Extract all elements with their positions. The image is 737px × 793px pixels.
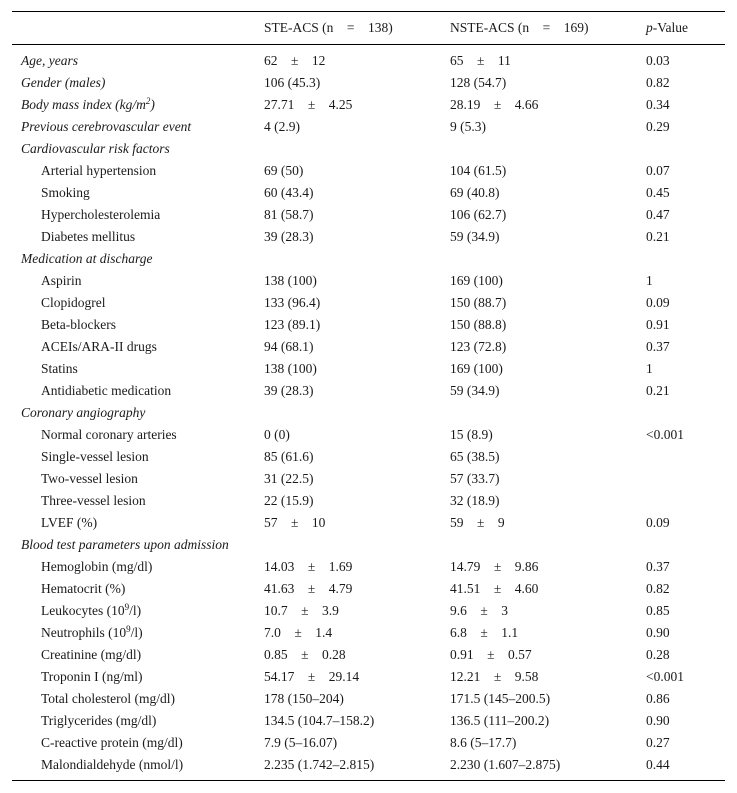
row-label [12, 314, 264, 336]
table-row [12, 666, 725, 688]
p-value: 0.09 [646, 515, 670, 530]
p-value [646, 490, 725, 512]
nste-acs-value: 59 ± 9 [450, 515, 505, 530]
row-label-suffix: /l) [130, 625, 143, 640]
p-value: 0.45 [646, 185, 670, 200]
nste-acs-value: 8.6 (5–17.7) [450, 735, 517, 750]
row-label [12, 666, 264, 688]
table-row [12, 754, 725, 781]
table-row [12, 182, 725, 204]
row-label [12, 94, 264, 116]
row-label-text: Normal coronary arteries [41, 427, 177, 442]
row-label [12, 424, 264, 446]
ste-acs-value: 57 ± 10 [264, 515, 326, 530]
ste-acs-value: 39 (28.3) [264, 229, 314, 244]
ste-acs-value: 62 ± 12 [264, 53, 326, 68]
row-label-text: Clopidogrel [41, 295, 106, 310]
row-label-text: Triglycerides (mg/dl) [41, 713, 157, 728]
row-label [12, 380, 264, 402]
row-label-text: Age, years [21, 53, 78, 68]
ste-acs-value: 178 (150–204) [264, 691, 344, 706]
row-label-text: Arterial hypertension [41, 163, 157, 178]
row-label [12, 644, 264, 666]
row-label [12, 732, 264, 754]
table-row [12, 116, 725, 138]
nste-acs-value: 128 (54.7) [450, 75, 507, 90]
nste-acs-value: 9 (5.3) [450, 119, 486, 134]
row-label-text: Hematocrit (%) [41, 581, 126, 596]
row-label-text: Coronary angiography [21, 405, 146, 420]
nste-acs-value: 14.79 ± 9.86 [450, 559, 539, 574]
p-value: 0.90 [646, 713, 670, 728]
row-label [12, 45, 264, 73]
row-label-text: Creatinine (mg/dl) [41, 647, 142, 662]
baseline-characteristics-table [12, 11, 725, 781]
table-row [12, 688, 725, 710]
table-row [12, 490, 725, 512]
ste-acs-value [264, 534, 450, 556]
table-row [12, 270, 725, 292]
ste-acs-value: 10.7 ± 3.9 [264, 603, 339, 618]
row-label [12, 578, 264, 600]
ste-acs-value: 133 (96.4) [264, 295, 321, 310]
row-label [12, 270, 264, 292]
row-label [12, 622, 264, 644]
row-label-suffix: /l) [129, 603, 142, 618]
ste-acs-value: 7.0 ± 1.4 [264, 625, 333, 640]
ste-acs-value [264, 138, 450, 160]
table-row [12, 336, 725, 358]
nste-acs-value: 57 (33.7) [450, 471, 500, 486]
nste-acs-value: 150 (88.7) [450, 295, 507, 310]
p-value: 0.85 [646, 603, 670, 618]
p-value: 0.27 [646, 735, 670, 750]
row-label-text: Aspirin [41, 273, 82, 288]
nste-acs-value: 171.5 (145–200.5) [450, 691, 551, 706]
ste-acs-value: 138 (100) [264, 361, 317, 376]
row-label-text: Smoking [41, 185, 90, 200]
section-header-row [12, 534, 725, 556]
ste-acs-value: 22 (15.9) [264, 493, 314, 508]
row-label [12, 534, 264, 556]
nste-acs-value: 6.8 ± 1.1 [450, 625, 519, 640]
section-header-row [12, 402, 725, 424]
row-label-text: Medication at discharge [21, 251, 153, 266]
p-value: 0.86 [646, 691, 670, 706]
row-label [12, 446, 264, 468]
row-label-text: ACEIs/ARA-II drugs [41, 339, 157, 354]
ste-acs-value: 85 (61.6) [264, 449, 314, 464]
nste-acs-value: 104 (61.5) [450, 163, 507, 178]
ste-acs-value: 54.17 ± 29.14 [264, 669, 360, 684]
row-label [12, 248, 264, 270]
ste-acs-value: 41.63 ± 4.79 [264, 581, 353, 596]
row-label-text: Leukocytes (10 [41, 603, 125, 618]
nste-acs-value: 12.21 ± 9.58 [450, 669, 539, 684]
nste-acs-value: 65 (38.5) [450, 449, 500, 464]
table-row [12, 45, 725, 73]
nste-acs-value: 59 (34.9) [450, 229, 500, 244]
ste-acs-value: 60 (43.4) [264, 185, 314, 200]
nste-acs-value [450, 534, 646, 556]
row-label-text: Hypercholesterolemia [41, 207, 161, 222]
row-label-text: Troponin I (ng/ml) [41, 669, 143, 684]
row-label [12, 468, 264, 490]
table-row [12, 226, 725, 248]
row-label [12, 754, 264, 781]
p-value: 0.91 [646, 317, 670, 332]
p-value: 0.90 [646, 625, 670, 640]
row-label-text: LVEF (%) [41, 515, 98, 530]
p-value: 0.37 [646, 559, 670, 574]
nste-acs-value: 65 ± 11 [450, 53, 511, 68]
ste-acs-value: 0.85 ± 0.28 [264, 647, 346, 662]
nste-acs-value: 9.6 ± 3 [450, 603, 509, 618]
nste-acs-value: 123 (72.8) [450, 339, 507, 354]
header-ste-acs: STE-ACS (n = 138) [264, 12, 450, 45]
table-row [12, 358, 725, 380]
nste-acs-value: 28.19 ± 4.66 [450, 97, 539, 112]
row-label-superscript: 9 [126, 624, 131, 634]
table-row [12, 204, 725, 226]
nste-acs-value: 106 (62.7) [450, 207, 507, 222]
row-label [12, 226, 264, 248]
ste-acs-value: 4 (2.9) [264, 119, 300, 134]
header-p-value [646, 12, 725, 45]
row-label [12, 490, 264, 512]
p-value: 0.47 [646, 207, 670, 222]
table-row [12, 468, 725, 490]
table-row [12, 622, 725, 644]
row-label [12, 710, 264, 732]
row-label-text: Two-vessel lesion [41, 471, 138, 486]
row-label [12, 292, 264, 314]
table-row [12, 72, 725, 94]
section-header-row [12, 248, 725, 270]
row-label-text: Neutrophils (10 [41, 625, 127, 640]
table-row [12, 512, 725, 534]
table-row [12, 578, 725, 600]
nste-acs-value: 0.91 ± 0.57 [450, 647, 532, 662]
p-value: 0.44 [646, 757, 670, 772]
row-label-text: Antidiabetic medication [41, 383, 172, 398]
nste-acs-value: 41.51 ± 4.60 [450, 581, 539, 596]
row-label-text: Diabetes mellitus [41, 229, 136, 244]
row-label-text: Single-vessel lesion [41, 449, 149, 464]
ste-acs-value: 31 (22.5) [264, 471, 314, 486]
table-row [12, 292, 725, 314]
row-label [12, 358, 264, 380]
table-header-row [12, 12, 725, 45]
row-label [12, 402, 264, 424]
row-label [12, 160, 264, 182]
table-row [12, 424, 725, 446]
nste-acs-value: 15 (8.9) [450, 427, 493, 442]
row-label-text: Body mass index (kg/m [21, 97, 146, 112]
table-row [12, 446, 725, 468]
p-value [646, 446, 725, 468]
row-label-text: Statins [41, 361, 78, 376]
row-label-text: Blood test parameters upon admission [21, 537, 229, 552]
p-value: 0.28 [646, 647, 670, 662]
row-label-superscript: 2 [145, 96, 151, 106]
row-label-text: Beta-blockers [41, 317, 116, 332]
nste-acs-value [450, 402, 646, 424]
ste-acs-value: 134.5 (104.7–158.2) [264, 713, 375, 728]
p-value: 0.09 [646, 295, 670, 310]
row-label-superscript: 9 [124, 602, 130, 612]
row-label [12, 204, 264, 226]
row-label-text: Hemoglobin (mg/dl) [41, 559, 153, 574]
nste-acs-value: 169 (100) [450, 361, 503, 376]
p-value [646, 138, 725, 160]
row-label-text: Previous cerebrovascular event [21, 119, 192, 134]
p-value: 0.34 [646, 97, 670, 112]
row-label [12, 138, 264, 160]
row-label [12, 688, 264, 710]
row-label-suffix: ) [150, 97, 155, 112]
p-value: <0.001 [646, 427, 684, 442]
p-value [646, 248, 725, 270]
nste-acs-value [450, 138, 646, 160]
header-p-suffix: -Value [652, 20, 688, 35]
p-value: <0.001 [646, 669, 684, 684]
ste-acs-value [264, 248, 450, 270]
row-label [12, 336, 264, 358]
table-body [12, 45, 725, 781]
nste-acs-value: 150 (88.8) [450, 317, 507, 332]
table-row [12, 94, 725, 116]
ste-acs-value: 106 (45.3) [264, 75, 321, 90]
row-label [12, 116, 264, 138]
header-p-letter: p [646, 20, 653, 35]
nste-acs-value: 32 (18.9) [450, 493, 500, 508]
nste-acs-value: 2.230 (1.607–2.875) [450, 757, 561, 772]
ste-acs-value: 27.71 ± 4.25 [264, 97, 353, 112]
p-value: 0.82 [646, 581, 670, 596]
row-label [12, 600, 264, 622]
row-label-text: C-reactive protein (mg/dl) [41, 735, 183, 750]
ste-acs-value [264, 402, 450, 424]
ste-acs-value: 2.235 (1.742–2.815) [264, 757, 375, 772]
header-nste-acs: NSTE-ACS (n = 169) [450, 12, 646, 45]
section-header-row [12, 138, 725, 160]
p-value [646, 468, 725, 490]
p-value: 1 [646, 361, 653, 376]
ste-acs-value: 0 (0) [264, 427, 290, 442]
table-row [12, 600, 725, 622]
ste-acs-value: 81 (58.7) [264, 207, 314, 222]
row-label [12, 512, 264, 534]
table-row [12, 710, 725, 732]
p-value: 0.03 [646, 53, 670, 68]
nste-acs-value [450, 248, 646, 270]
nste-acs-value: 136.5 (111–200.2) [450, 713, 550, 728]
row-label-text: Gender (males) [21, 75, 106, 90]
ste-acs-value: 94 (68.1) [264, 339, 314, 354]
p-value: 0.29 [646, 119, 670, 134]
row-label-text: Total cholesterol (mg/dl) [41, 691, 176, 706]
table-row [12, 314, 725, 336]
nste-acs-value: 59 (34.9) [450, 383, 500, 398]
header-variable [12, 12, 264, 45]
nste-acs-value: 69 (40.8) [450, 185, 500, 200]
ste-acs-value: 39 (28.3) [264, 383, 314, 398]
ste-acs-value: 14.03 ± 1.69 [264, 559, 353, 574]
p-value: 0.82 [646, 75, 670, 90]
row-label [12, 182, 264, 204]
p-value [646, 402, 725, 424]
ste-acs-value: 138 (100) [264, 273, 317, 288]
row-label [12, 556, 264, 578]
p-value: 0.21 [646, 229, 670, 244]
ste-acs-value: 69 (50) [264, 163, 304, 178]
table-row [12, 556, 725, 578]
table-row [12, 380, 725, 402]
table-row [12, 644, 725, 666]
table-row [12, 732, 725, 754]
row-label-text: Three-vessel lesion [41, 493, 146, 508]
row-label-text: Malondialdehyde (nmol/l) [41, 757, 184, 772]
ste-acs-value: 123 (89.1) [264, 317, 321, 332]
table-row [12, 160, 725, 182]
ste-acs-value: 7.9 (5–16.07) [264, 735, 338, 750]
row-label [12, 72, 264, 94]
p-value [646, 534, 725, 556]
p-value: 0.37 [646, 339, 670, 354]
p-value: 1 [646, 273, 653, 288]
p-value: 0.07 [646, 163, 670, 178]
p-value: 0.21 [646, 383, 670, 398]
row-label-text: Cardiovascular risk factors [21, 141, 170, 156]
nste-acs-value: 169 (100) [450, 273, 503, 288]
